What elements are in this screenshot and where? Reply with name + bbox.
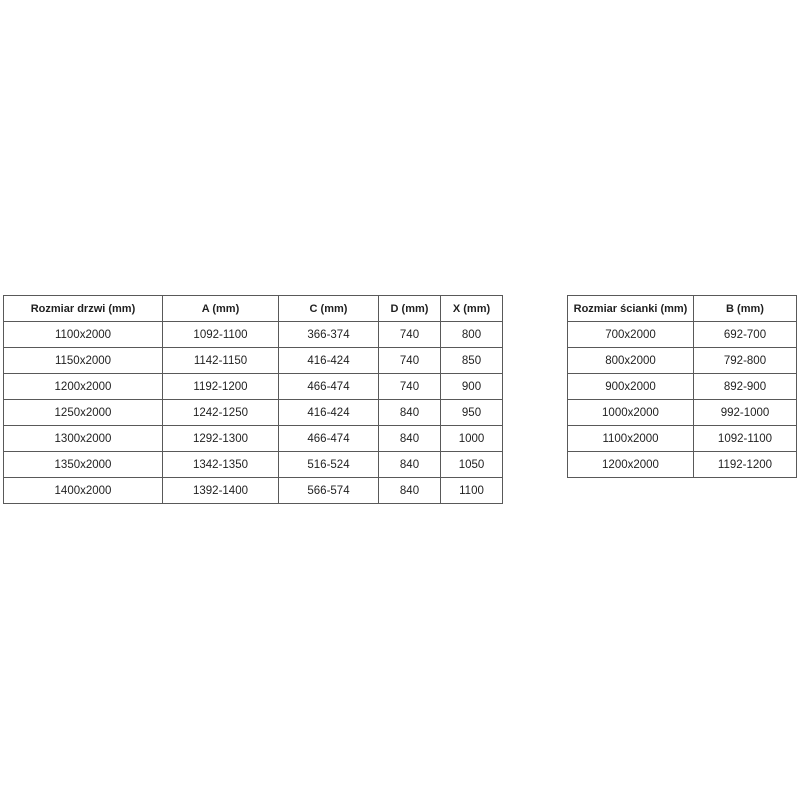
table-row bbox=[4, 452, 503, 478]
table-row bbox=[568, 374, 797, 400]
column-header-c: C (mm) bbox=[279, 296, 379, 322]
table-cell: 1100x2000 bbox=[568, 426, 694, 452]
table-cell: 700x2000 bbox=[568, 322, 694, 348]
table-cell: 840 bbox=[379, 478, 441, 504]
table-cell: 992-1000 bbox=[694, 400, 797, 426]
table-cell: 516-524 bbox=[279, 452, 379, 478]
table-cell: 840 bbox=[379, 452, 441, 478]
table-cell: 792-800 bbox=[694, 348, 797, 374]
table-cell: 1242-1250 bbox=[163, 400, 279, 426]
table-row bbox=[568, 452, 797, 478]
table-cell: 692-700 bbox=[694, 322, 797, 348]
table-cell: 900 bbox=[441, 374, 503, 400]
table-cell: 1300x2000 bbox=[4, 426, 163, 452]
table-row bbox=[568, 348, 797, 374]
table-cell: 1000x2000 bbox=[568, 400, 694, 426]
table-cell: 740 bbox=[379, 322, 441, 348]
column-header-x: X (mm) bbox=[441, 296, 503, 322]
column-header-wall-size: Rozmiar ścianki (mm) bbox=[568, 296, 694, 322]
table-cell: 466-474 bbox=[279, 426, 379, 452]
table-cell: 900x2000 bbox=[568, 374, 694, 400]
wall-size-table bbox=[567, 295, 797, 478]
table-cell: 1342-1350 bbox=[163, 452, 279, 478]
table-row bbox=[568, 426, 797, 452]
table-cell: 1100 bbox=[441, 478, 503, 504]
table-cell: 1200x2000 bbox=[4, 374, 163, 400]
table-row bbox=[4, 400, 503, 426]
table-row bbox=[4, 322, 503, 348]
table-cell: 850 bbox=[441, 348, 503, 374]
column-header-d: D (mm) bbox=[379, 296, 441, 322]
door-size-table bbox=[3, 295, 503, 504]
table-cell: 1392-1400 bbox=[163, 478, 279, 504]
table-cell: 1150x2000 bbox=[4, 348, 163, 374]
header-row bbox=[568, 296, 797, 322]
table-cell: 1292-1300 bbox=[163, 426, 279, 452]
table-cell: 1350x2000 bbox=[4, 452, 163, 478]
table-cell: 840 bbox=[379, 400, 441, 426]
column-header-b: B (mm) bbox=[694, 296, 797, 322]
table-cell: 800x2000 bbox=[568, 348, 694, 374]
table-cell: 416-424 bbox=[279, 348, 379, 374]
table-cell: 1000 bbox=[441, 426, 503, 452]
table-cell: 1050 bbox=[441, 452, 503, 478]
table-cell: 466-474 bbox=[279, 374, 379, 400]
table-cell: 1250x2000 bbox=[4, 400, 163, 426]
table-cell: 800 bbox=[441, 322, 503, 348]
table-row bbox=[568, 400, 797, 426]
table-cell: 366-374 bbox=[279, 322, 379, 348]
table-row bbox=[568, 322, 797, 348]
table-cell: 1092-1100 bbox=[163, 322, 279, 348]
table-row bbox=[4, 348, 503, 374]
table-cell: 1400x2000 bbox=[4, 478, 163, 504]
table-cell: 740 bbox=[379, 374, 441, 400]
table-row bbox=[4, 478, 503, 504]
table-row bbox=[4, 426, 503, 452]
table-cell: 892-900 bbox=[694, 374, 797, 400]
table-cell: 1092-1100 bbox=[694, 426, 797, 452]
table-cell: 1200x2000 bbox=[568, 452, 694, 478]
column-header-a: A (mm) bbox=[163, 296, 279, 322]
table-row bbox=[4, 374, 503, 400]
table-cell: 840 bbox=[379, 426, 441, 452]
table-cell: 740 bbox=[379, 348, 441, 374]
table-cell: 1100x2000 bbox=[4, 322, 163, 348]
column-header-door-size: Rozmiar drzwi (mm) bbox=[4, 296, 163, 322]
table-cell: 950 bbox=[441, 400, 503, 426]
header-row bbox=[4, 296, 503, 322]
table-cell: 566-574 bbox=[279, 478, 379, 504]
table-cell: 1192-1200 bbox=[163, 374, 279, 400]
table-cell: 416-424 bbox=[279, 400, 379, 426]
table-cell: 1192-1200 bbox=[694, 452, 797, 478]
table-cell: 1142-1150 bbox=[163, 348, 279, 374]
